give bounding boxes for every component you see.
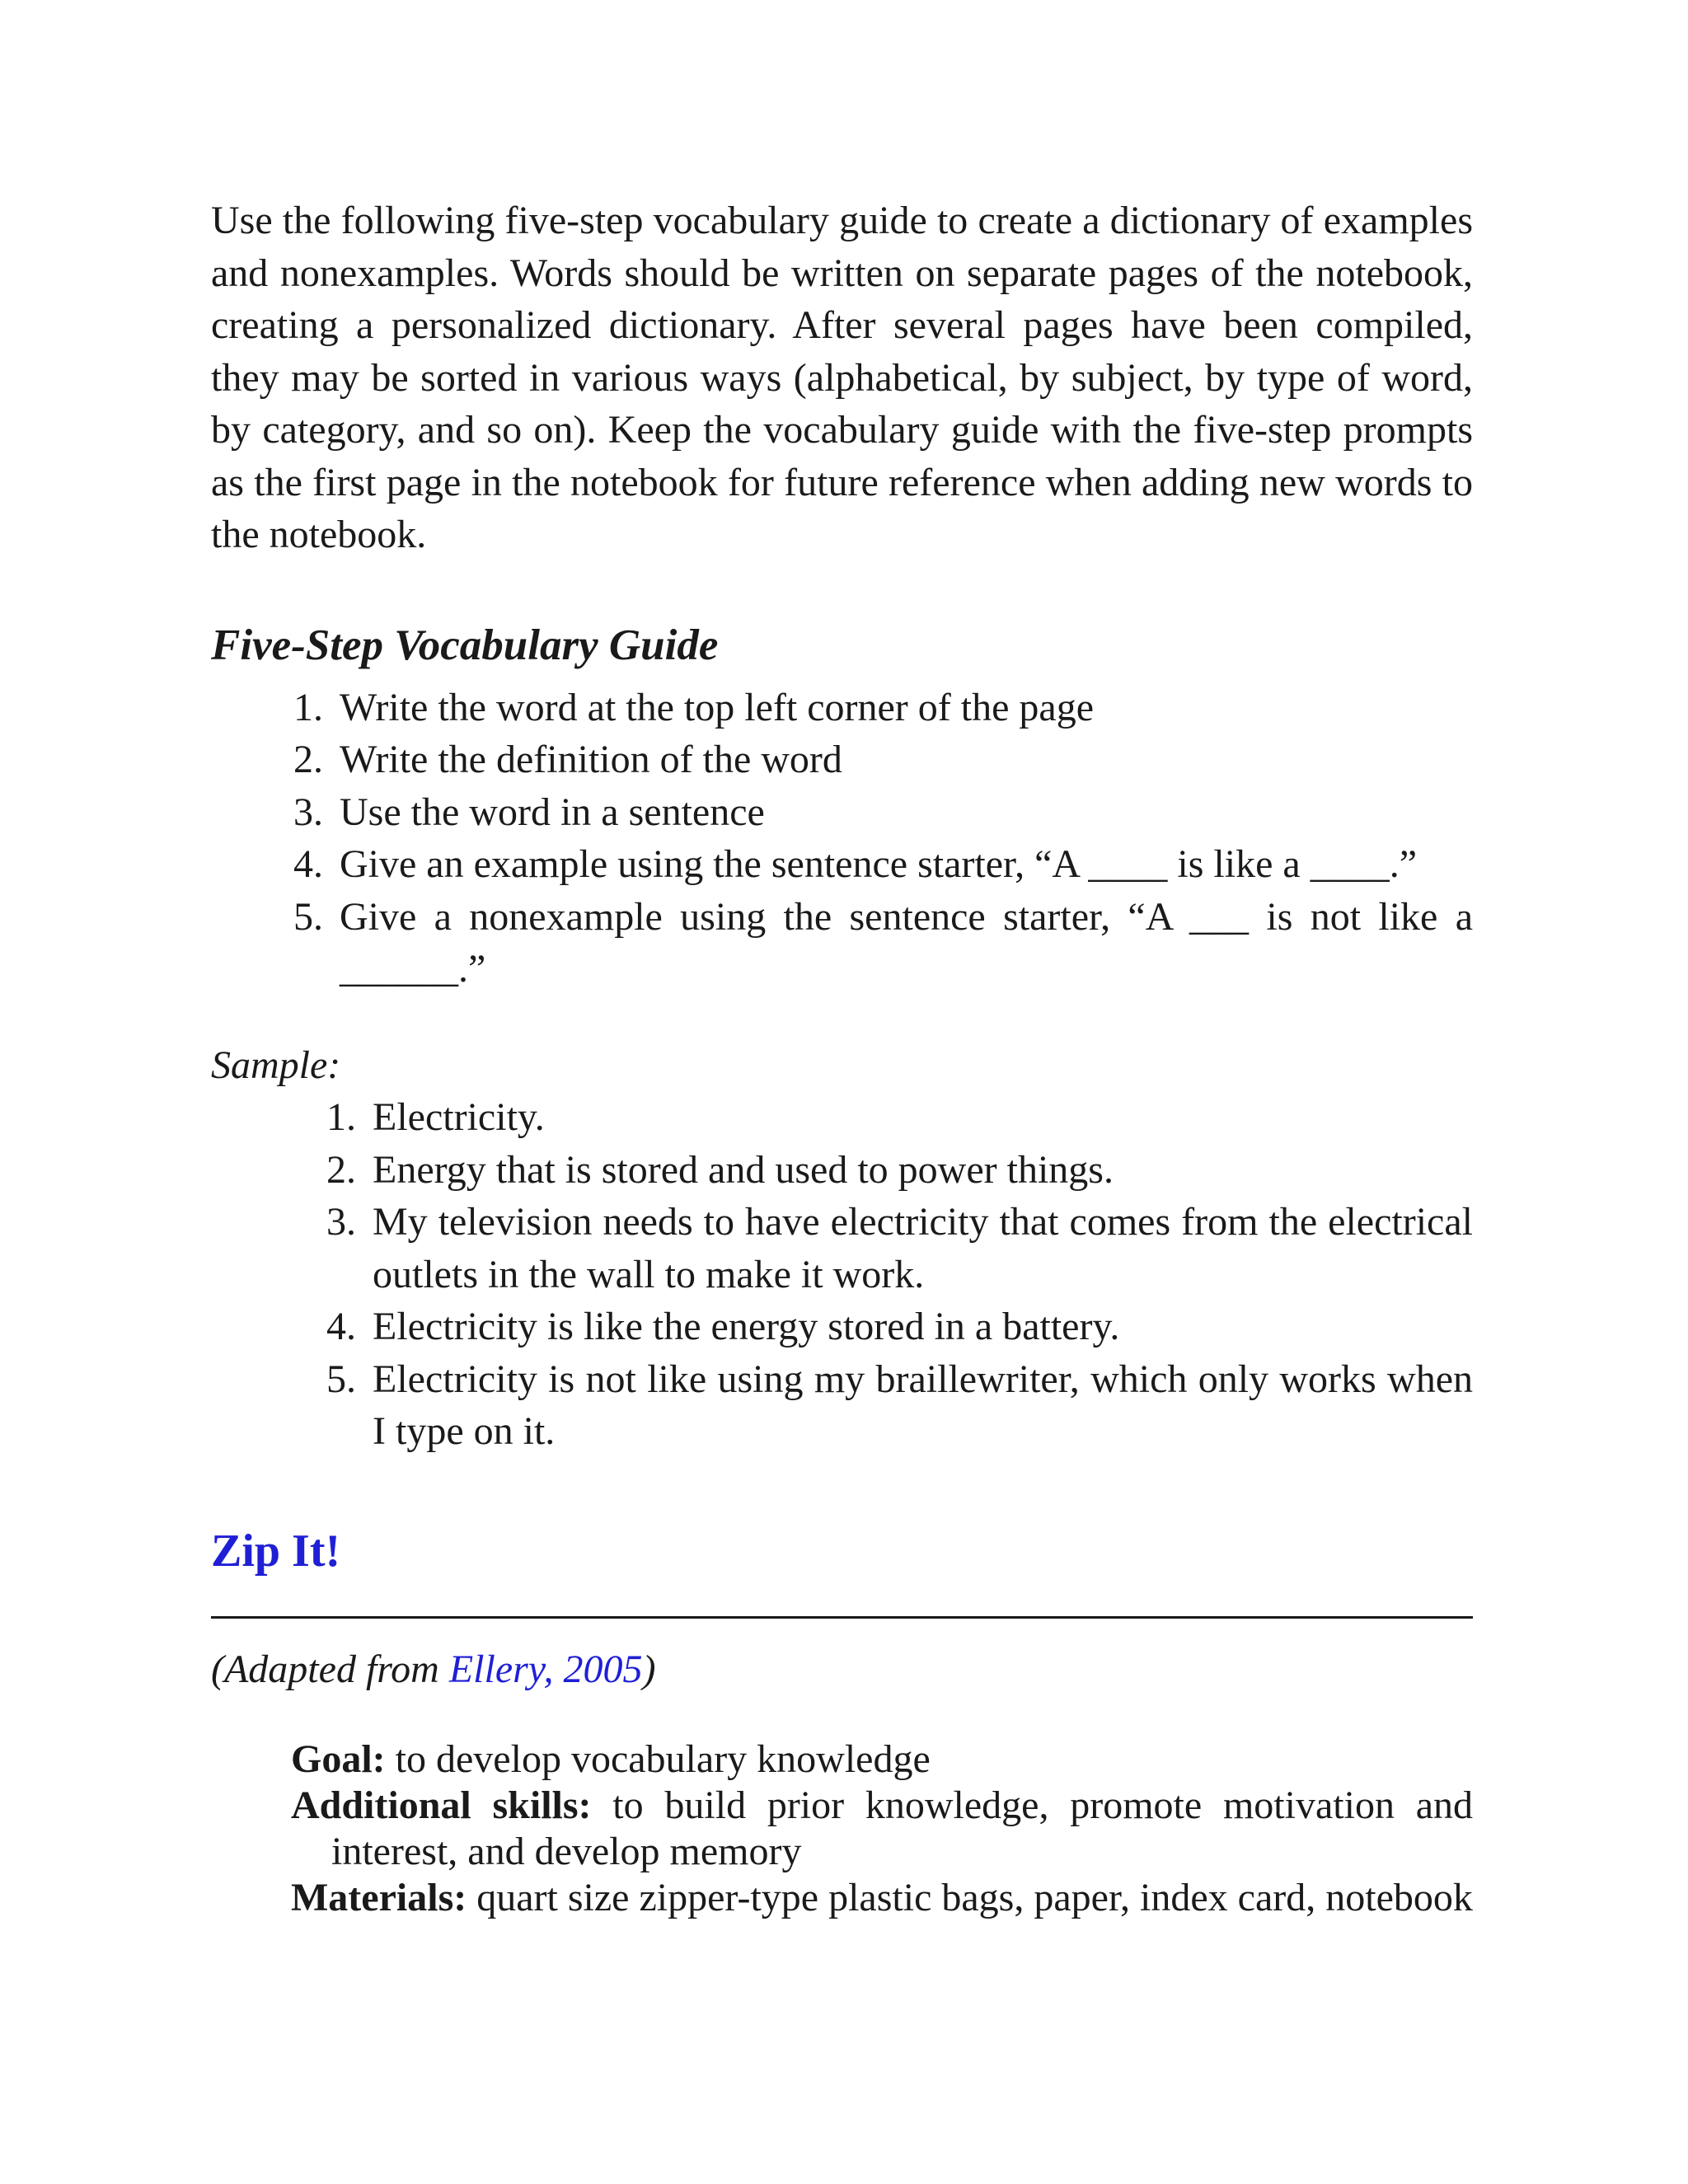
sample-number: 2. [326,1147,356,1192]
sample-list [326,1091,1473,1458]
goal-label: Goal: [291,1737,386,1781]
guide-step [293,838,1473,891]
document-page [211,194,1473,1921]
sample-number: 1. [326,1095,356,1139]
step-number: 3. [293,790,323,834]
step-number: 1. [293,685,323,729]
sample-text: My television needs to have electricity that comes from the electrical outlets in the wall to make it work. [373,1200,1473,1296]
step-number: 5. [293,894,323,939]
step-number: 2. [293,738,323,781]
sample-item [326,1144,1473,1197]
materials-line [291,1875,1473,1921]
step-text: Use the word in a sentence [340,790,765,834]
adapted-suffix: ) [642,1647,656,1691]
sample-text: Electricity is not like using my braillewriter, which only works when I type on it. [373,1357,1473,1453]
step-text: Write the definition of the word [340,738,842,781]
guide-step [293,682,1473,734]
guide-step [293,733,1473,786]
step-text: Give a nonexample using the sentence starter, “A ___ is not like a ______.” [340,894,1473,991]
sample-number: 3. [326,1200,356,1244]
step-text: Write the word at the top left corner of the page [340,685,1095,729]
sample-number: 5. [326,1357,356,1401]
sample-text: Electricity is like the energy stored in a battery. [373,1305,1120,1348]
guide-heading: Five-Step Vocabulary Guide [211,621,719,669]
activity-details [291,1736,1473,1921]
adapted-from-citation [211,1643,1473,1696]
additional-skills-text: to build prior knowledge, promote motivation and interest, and develop memory [331,1783,1473,1873]
goal-text: to develop vocabulary knowledge [385,1737,931,1781]
sample-item [326,1196,1473,1301]
sample-text: Energy that is stored and used to power things. [373,1147,1114,1192]
sample-number: 4. [326,1305,356,1348]
guide-steps-list [293,682,1473,996]
step-text: Give an example using the sentence starter, “A ____ is like a ____.” [340,842,1418,886]
materials-label: Materials: [291,1876,467,1919]
section-divider [211,1616,1473,1619]
intro-paragraph: Use the following five-step vocabulary guide to create a dictionary of examples and nonexamples. Words should be written on separate pages of the notebook, creating a personalized dictionary. After several pages have been compiled, they may be sorted in various ways (alphabetical, by subject, by type of word, by category, and so on). Keep the vocabulary guide with the five-step prompts as the first page in the notebook for future reference when adding new words to the notebook. [211,199,1473,556]
sample-text: Electricity. [373,1095,545,1139]
citation-link[interactable]: Ellery, 2005 [448,1647,643,1691]
zip-it-heading: Zip It! [211,1525,341,1577]
adapted-prefix: (Adapted from [211,1647,449,1691]
guide-step [293,786,1473,839]
sample-item [326,1091,1473,1144]
sample-label: Sample: [211,1043,341,1087]
materials-text: quart size zipper-type plastic bags, paper, index card, notebook [467,1876,1473,1919]
additional-skills-line [291,1783,1473,1875]
goal-line [291,1736,1473,1783]
step-number: 4. [293,842,323,886]
guide-step [293,891,1473,996]
sample-item [326,1301,1473,1353]
additional-skills-label: Additional skills: [291,1783,592,1827]
sample-item [326,1353,1473,1458]
